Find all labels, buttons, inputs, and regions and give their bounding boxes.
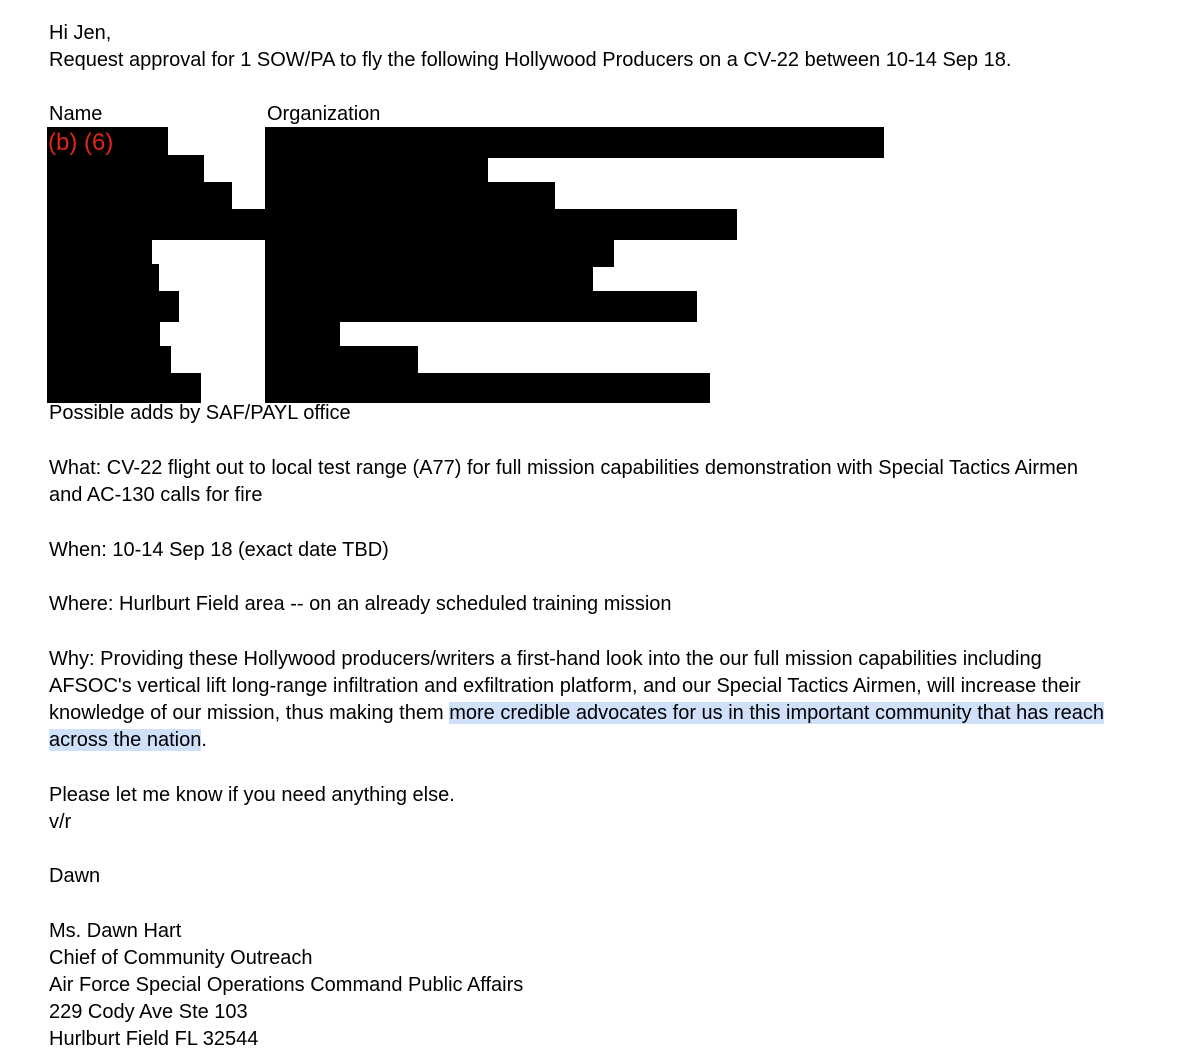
redaction-block	[265, 209, 737, 240]
redaction-block	[47, 237, 152, 267]
redaction-block	[47, 373, 201, 403]
why-line-4	[49, 727, 207, 754]
what-line-1: What: CV-22 flight out to local test range (A77) for full mission capabilities demonstration with Special Tactics Airmen	[49, 457, 1078, 479]
why-line-2: AFSOC's vertical lift long-range infiltration and exfiltration platform, and our Special Tactics Airmen, will increase their	[49, 675, 1081, 697]
redaction-block	[47, 209, 267, 240]
redaction-block	[265, 291, 697, 322]
why-line-3	[49, 700, 1104, 727]
why-line-3-text: knowledge of our mission, thus making them	[49, 702, 450, 724]
redaction-block	[265, 182, 555, 212]
greeting: Hi Jen,	[49, 22, 112, 44]
redaction-block	[47, 264, 159, 294]
highlighted-text: more credible advocates for us in this important community that has reach	[449, 702, 1104, 724]
organization-column-header: Organization	[267, 103, 381, 125]
highlighted-text: across the nation	[49, 729, 202, 751]
when-line: When: 10-14 Sep 18 (exact date TBD)	[49, 539, 389, 561]
what-line-2: and AC-130 calls for fire	[49, 484, 263, 506]
redaction-block	[47, 155, 204, 185]
closing-request: Please let me know if you need anything else.	[49, 784, 455, 806]
signature-title: Chief of Community Outreach	[49, 947, 313, 969]
redaction-block	[47, 291, 179, 322]
why-line-1: Why: Providing these Hollywood producers/writers a first-hand look into the our full mission capabilities including	[49, 648, 1042, 670]
where-line: Where: Hurlburt Field area -- on an already scheduled training mission	[49, 593, 672, 615]
closing-vr: v/r	[49, 811, 72, 833]
possible-adds-note: Possible adds by SAF/PAYL office	[49, 402, 351, 424]
signature-address-street: 229 Cody Ave Ste 103	[49, 1001, 248, 1023]
redaction-block	[265, 319, 340, 349]
redaction-block	[265, 237, 614, 267]
signature-name: Ms. Dawn Hart	[49, 920, 182, 942]
redaction-block	[265, 346, 418, 376]
redaction-block	[265, 155, 488, 185]
redaction-block	[265, 264, 593, 294]
signature-organization: Air Force Special Operations Command Public Affairs	[49, 974, 524, 996]
request-text: Request approval for 1 SOW/PA to fly the following Hollywood Producers on a CV-22 between 10-14 Sep 18.	[49, 49, 1012, 71]
name-column-header: Name	[49, 103, 103, 125]
redaction-block	[47, 346, 171, 376]
signature-address-city: Hurlburt Field FL 32544	[49, 1028, 259, 1050]
redaction-code-label: (b) (6)	[48, 129, 114, 156]
redaction-block	[47, 319, 160, 349]
redaction-block	[265, 373, 710, 403]
redaction-block	[265, 127, 884, 158]
why-line-4-end: .	[201, 729, 207, 751]
redaction-block	[47, 182, 232, 212]
closing-first-name: Dawn	[49, 865, 101, 887]
